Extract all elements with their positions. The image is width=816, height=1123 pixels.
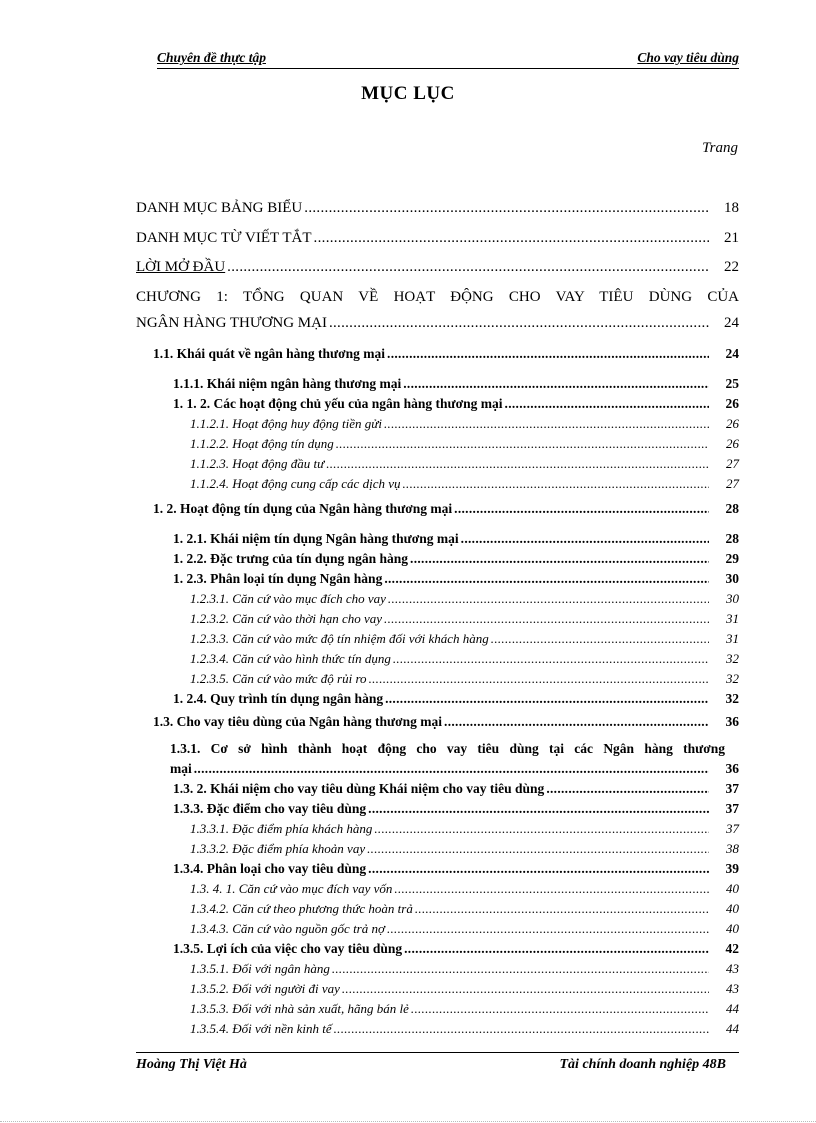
toc-entry-text: 1.1.2.4. Hoạt động cung cấp các dịch vụ [190, 476, 401, 491]
toc-entry-text: 1.1.1. Khái niệm ngân hàng thương mại [173, 376, 402, 391]
dot-leader [444, 714, 709, 730]
toc-entry-page: 18 [724, 200, 739, 216]
toc-entry-page: 42 [725, 941, 739, 956]
toc-entry[interactable] [190, 1021, 739, 1037]
toc-entry[interactable] [170, 761, 739, 777]
toc-entry-page: 24 [724, 315, 739, 331]
toc-entry[interactable] [173, 801, 739, 817]
dot-leader [368, 801, 709, 817]
toc-entry[interactable] [153, 714, 739, 730]
toc-entry[interactable] [190, 591, 739, 607]
toc-entry-text: 1.2.3.1. Căn cứ vào mục đích cho vay [190, 591, 386, 606]
dot-leader [385, 691, 709, 707]
toc-entry[interactable] [190, 981, 739, 997]
toc-entry-text: 1. 2.3. Phân loại tín dụng Ngân hàng [173, 571, 383, 586]
toc-entry-text: 1. 2. Hoạt động tín dụng của Ngân hàng thương mại [153, 501, 453, 516]
toc-entry-text: 1. 1. 2. Các hoạt động chủ yếu của ngân hàng thương mại [173, 396, 503, 411]
toc-entry-page: 32 [726, 651, 739, 666]
toc-entry[interactable] [190, 611, 739, 627]
toc-entry-text: 1.3.5.3. Đối với nhà sản xuất, hãng bán lẻ [190, 1001, 409, 1016]
toc-entry[interactable] [153, 346, 739, 362]
dot-leader [384, 571, 709, 587]
toc-entry-text: 1.3. 2. Khái niệm cho vay tiêu dùng Khái niệm cho vay tiêu dùng [173, 781, 545, 796]
toc-entry-text: 1.3.3.2. Đặc điểm phía khoản vay [190, 841, 366, 856]
toc-entry-text: 1.2.3.5. Căn cứ vào mức độ rủi ro [190, 671, 367, 686]
toc-entry-text: 1. 2.2. Đặc trưng của tín dụng ngân hàng [173, 551, 409, 566]
toc-entry-page: 27 [726, 456, 739, 471]
toc-entry-page: 36 [725, 714, 739, 729]
dot-leader [336, 436, 709, 452]
toc-entry-text: NGÂN HÀNG THƯƠNG MẠI [136, 315, 327, 331]
toc-entry[interactable] [190, 841, 739, 857]
toc-subhead-wrapped [170, 741, 739, 759]
toc-entry-page: 44 [726, 1021, 739, 1036]
toc-entry-text: 1.3.5.2. Đối với người đi vay [190, 981, 340, 996]
dot-leader [304, 200, 709, 217]
toc-entry-text: 1.2.3.2. Căn cứ vào thời hạn cho vay [190, 611, 383, 626]
toc-entry[interactable] [173, 551, 739, 567]
toc-entry[interactable] [173, 376, 739, 392]
toc-entry-page: 27 [726, 476, 739, 491]
toc-entry-page: 43 [726, 981, 739, 996]
toc-entry[interactable] [173, 941, 739, 957]
toc-entry[interactable] [190, 881, 739, 897]
toc-entry-text: 1.3. Cho vay tiêu dùng của Ngân hàng thương mại [153, 714, 443, 729]
dot-leader [505, 396, 709, 412]
dot-leader [404, 941, 709, 957]
dot-leader [387, 921, 709, 937]
page-edge [0, 1121, 816, 1122]
toc-entry-text: 1. 2.1. Khái niệm tín dụng Ngân hàng thương mại [173, 531, 459, 546]
header-right: Cho vay tiêu dùng [637, 50, 739, 65]
toc-entry[interactable] [190, 671, 739, 687]
toc-entry[interactable] [190, 901, 739, 917]
toc-entry[interactable] [153, 501, 739, 517]
footer-divider [136, 1052, 739, 1053]
dot-leader [491, 631, 709, 647]
dot-leader [461, 531, 709, 547]
dot-leader [393, 651, 709, 667]
toc-entry-text: 1.3.4. Phân loại cho vay tiêu dùng [173, 861, 367, 876]
toc-entry-page: 37 [725, 801, 739, 816]
toc-entry-page: 30 [725, 571, 739, 586]
dot-leader [332, 961, 709, 977]
toc-entry-page: 24 [725, 346, 739, 361]
dot-leader [415, 901, 709, 917]
toc-entry-text: 1.3.5. Lợi ích của việc cho vay tiêu dùng [173, 941, 403, 956]
toc-entry-text: 1.3.4.2. Căn cứ theo phương thức hoàn trả [190, 901, 413, 916]
toc-entry-page: 39 [725, 861, 739, 876]
toc-entry-text: 1.1.2.3. Hoạt động đầu tư [190, 456, 325, 471]
toc-entry-page: 44 [726, 1001, 739, 1016]
dot-leader [342, 981, 709, 997]
toc-entry-page: 29 [725, 551, 739, 566]
toc-entry-page: 38 [726, 841, 739, 856]
toc-entry-page: 43 [726, 961, 739, 976]
dot-leader [384, 416, 709, 432]
dot-leader [227, 259, 709, 276]
toc-entry-text: 1.3.5.4. Đối với nền kinh tế [190, 1021, 332, 1036]
toc-entry-text: 1.1.2.2. Hoạt động tín dụng [190, 436, 334, 451]
toc-entry-page: 28 [725, 501, 739, 516]
dot-leader [387, 346, 709, 362]
toc-entry[interactable] [190, 631, 739, 647]
dot-leader [367, 841, 709, 857]
footer-class: Tài chính doanh nghiệp 48B [559, 1057, 726, 1072]
toc-subhead-line1: 1.3.1. Cơ sở hình thành hoạt động cho vay tiêu dùng tại các Ngân hàng thương [170, 741, 725, 756]
toc-entry-text: 1.1.2.1. Hoạt động huy động tiền gửi [190, 416, 382, 431]
toc-entry-text: 1.3.5.1. Đối với ngân hàng [190, 961, 330, 976]
toc-entry-text: 1.1. Khái quát về ngân hàng thương mại [153, 346, 386, 361]
toc-entry[interactable] [173, 531, 739, 547]
toc-entry[interactable] [136, 259, 739, 276]
toc-entry-text: 1.2.3.4. Căn cứ vào hình thức tín dụng [190, 651, 391, 666]
toc-entry[interactable] [136, 315, 739, 332]
dot-leader [394, 881, 709, 897]
toc-entry-page: 26 [725, 396, 739, 411]
toc-entry[interactable] [173, 691, 739, 707]
toc-entry-text: 1.3.4.3. Căn cứ vào nguồn gốc trả nợ [190, 921, 385, 936]
toc-entry[interactable] [173, 861, 739, 877]
page-header [157, 50, 739, 69]
dot-leader [194, 761, 709, 777]
dot-leader [546, 781, 709, 797]
dot-leader [334, 1021, 709, 1037]
toc-entry-page: 31 [726, 611, 739, 626]
toc-entry-text: DANH MỤC TỪ VIẾT TẮT [136, 230, 312, 246]
dot-leader [410, 551, 709, 567]
toc-entry-page: 40 [726, 921, 739, 936]
toc-entry[interactable] [190, 456, 739, 472]
header-left: Chuyên đề thực tập [157, 50, 266, 65]
toc-entry[interactable] [173, 571, 739, 587]
dot-leader [384, 611, 709, 627]
dot-leader [402, 476, 709, 492]
toc-entry[interactable] [190, 1001, 739, 1017]
trang-label: Trang [702, 140, 738, 156]
toc-entry-page: 26 [726, 436, 739, 451]
toc-entry[interactable] [173, 396, 739, 412]
toc-entry-page: 25 [725, 376, 739, 391]
dot-leader [329, 315, 709, 332]
toc-entry-text: 1. 2.4. Quy trình tín dụng ngân hàng [173, 691, 384, 706]
toc-entry[interactable] [190, 961, 739, 977]
page-title: MỤC LỤC [361, 83, 455, 104]
dot-leader [326, 456, 709, 472]
toc-entry-page: 22 [724, 259, 739, 275]
dot-leader [388, 591, 709, 607]
toc-entry-page: 36 [725, 761, 739, 776]
toc-entry[interactable] [190, 921, 739, 937]
toc-entry-text: 1.3. 4. 1. Căn cứ vào mục đích vay vốn [190, 881, 393, 896]
toc-entry-page: 37 [726, 821, 739, 836]
toc-entry-page: 32 [725, 691, 739, 706]
toc-entry-page: 31 [726, 631, 739, 646]
toc-entry[interactable] [190, 436, 739, 452]
dot-leader [454, 501, 709, 517]
toc-entry-text: LỜI MỞ ĐẦU [136, 259, 226, 275]
toc-entry-text: 1.3.3. Đặc điểm cho vay tiêu dùng [173, 801, 367, 816]
toc-entry[interactable] [190, 821, 739, 837]
toc-entry-text: DANH MỤC BẢNG BIỂU [136, 200, 303, 216]
dot-leader [411, 1001, 709, 1017]
dot-leader [369, 671, 709, 687]
dot-leader [403, 376, 709, 392]
toc-entry-text: 1.2.3.3. Căn cứ vào mức độ tín nhiệm đối với khách hàng [190, 631, 489, 646]
toc-entry[interactable] [136, 230, 739, 247]
chapter-heading [136, 289, 739, 309]
toc-entry-page: 32 [726, 671, 739, 686]
toc-entry-page: 26 [726, 416, 739, 431]
toc-entry-page: 40 [726, 901, 739, 916]
toc-entry-page: 21 [724, 230, 739, 246]
toc-entry[interactable] [173, 781, 739, 797]
toc-entry-page: 30 [726, 591, 739, 606]
toc-entry-page: 37 [725, 781, 739, 796]
toc-entry[interactable] [136, 200, 739, 217]
toc-entry[interactable] [190, 416, 739, 432]
dot-leader [374, 821, 709, 837]
toc-entry-text: 1.3.3.1. Đặc điểm phía khách hàng [190, 821, 373, 836]
dot-leader [314, 230, 709, 247]
toc-entry-page: 28 [725, 531, 739, 546]
toc-entry-text: mại [170, 761, 192, 776]
toc-entry[interactable] [190, 476, 739, 492]
toc-entry[interactable] [190, 651, 739, 667]
dot-leader [368, 861, 709, 877]
toc-entry-page: 40 [726, 881, 739, 896]
chapter-heading-line1: CHƯƠNG 1: TỔNG QUAN VỀ HOẠT ĐỘNG CHO VAY TIÊU DÙNG CỦA [136, 289, 739, 305]
footer-author: Hoàng Thị Việt Hà [136, 1057, 247, 1072]
